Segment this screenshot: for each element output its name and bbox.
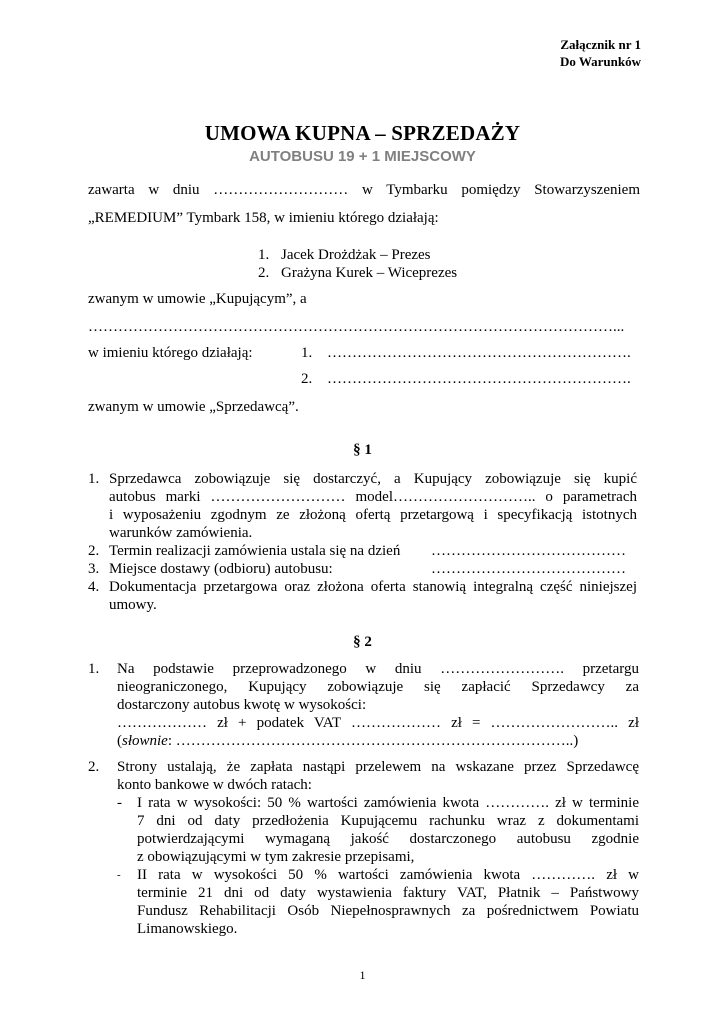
section-2-item-2-line-2: konto bankowe w dwóch ratach:	[117, 777, 312, 793]
seller-line: ……………………………………………………………………………………………...	[88, 319, 625, 335]
section-1-item-4-line-2: umowy.	[109, 597, 157, 613]
intro-line-2: „REMEDIUM” Tymbark 158, w imieniu którego działają:	[88, 210, 439, 226]
rate-2-marker: -	[117, 869, 121, 881]
words-fill: : ……………………………………………………………………..)	[167, 733, 579, 749]
buyer-rep-number-1: 1.	[258, 247, 270, 263]
document-title: UMOWA KUPNA – SPRZEDAŻY	[204, 121, 521, 145]
buyer-rep-2: Grażyna Kurek – Wiceprezes	[281, 265, 458, 281]
annex-line-1: Załącznik nr 1	[560, 37, 641, 52]
section-1-heading: § 1	[353, 442, 372, 458]
section-2-item-number: 2.	[88, 759, 100, 775]
annex-label	[560, 36, 641, 70]
buyer-rep-1: Jacek Drożdżak – Prezes	[281, 247, 431, 263]
rate-2-line-4: Limanowskiego.	[137, 921, 238, 937]
document-subtitle: AUTOBUSU 19 + 1 MIEJSCOWY	[249, 148, 476, 165]
section-1-item-number: 2.	[88, 543, 100, 559]
section-1-item-1-line-4: warunków zamówienia.	[109, 525, 253, 541]
seller-rep-number-2: 2.	[301, 371, 313, 387]
rate-1-line-4: z obowiązującymi w tym zakresie przepisami,	[137, 849, 415, 865]
section-1-item-3-text: Miejsce dostawy (odbioru) autobusu:	[109, 561, 333, 577]
words-label: słownie	[122, 733, 168, 749]
section-2-item-1-line-2: nieograniczonego, Kupujący zobowiązuje się zapłacić Sprzedawcy za	[117, 679, 639, 695]
seller-rep-1: …………………………………………………….	[327, 345, 631, 361]
annex-line-2: Do Warunków	[559, 54, 641, 69]
section-1-item-number: 3.	[88, 561, 100, 577]
section-2-item-number: 1.	[88, 661, 100, 677]
section-2-item-1-line-1: Na podstawie przeprowadzonego w dniu ……………………. przetargu	[117, 661, 639, 677]
seller-reps-label: w imieniu którego działają:	[88, 345, 253, 361]
section-2-item-1-line-3: dostarczony autobus kwotę w wysokości:	[117, 697, 367, 713]
rate-1-line-2: 7 dni od daty przedłożenia Kupującemu rachunku wraz z dokumentami	[137, 813, 639, 829]
rate-1-line-1: I rata w wysokości: 50 % wartości zamówienia kwota …………. zł w terminie	[137, 795, 639, 811]
rate-1-line-3: potwierdzającymi wymaganą jakość dostarczonego autobusu zgodnie	[137, 831, 639, 847]
rate-2-line-3: Fundusz Rehabilitacji Osób Niepełnosprawnych za pośrednictwem Powiatu	[137, 903, 639, 919]
section-1-item-1-line-3: i wyposażeniu zgodnym ze złożoną ofertą przetargową i specyfikacją istotnych	[109, 507, 637, 523]
section-1-item-2-text: Termin realizacji zamówienia ustala się na dzień	[109, 543, 401, 559]
rate-2-line-2: terminie 21 dni od daty wystawienia faktury VAT, Płatnik – Państwowy	[137, 885, 639, 901]
rate-2-line-1: II rata w wysokości 50 % wartości zamówienia kwota …………. zł w	[137, 867, 639, 883]
section-1-item-3-fill: …………………………………	[431, 561, 626, 577]
amount-in-words	[117, 732, 578, 751]
intro-line-1: zawarta w dniu ……………………… w Tymbarku pomiędzy Stowarzyszeniem	[88, 182, 640, 198]
section-2-heading: § 2	[353, 634, 372, 650]
seller-defined: zwanym w umowie „Sprzedawcą”.	[88, 399, 299, 415]
section-1-item-1-line-2: autobus marki ……………………… model……………………….. o parametrach	[109, 489, 637, 505]
rate-1-marker: -	[117, 795, 122, 811]
section-1-item-2-fill: …………………………………	[431, 543, 626, 559]
buyer-rep-number-2: 2.	[258, 265, 270, 281]
words-prefix: (	[117, 733, 122, 749]
page-number: 1	[359, 968, 366, 982]
section-1-item-1-line-1: Sprzedawca zobowiązuje się dostarczyć, a Kupujący zobowiązuje się kupić	[109, 471, 637, 487]
section-2-item-1-line-4: ……………… zł + podatek VAT ……………… zł = …………………….. zł	[117, 715, 639, 731]
seller-rep-2: …………………………………………………….	[327, 371, 631, 387]
buyer-defined: zwanym w umowie „Kupującym”, a	[88, 291, 307, 307]
section-1-item-4-line-1: Dokumentacja przetargowa oraz złożona oferta stanowią integralną część niniejszej	[109, 579, 637, 595]
section-2-item-2-line-1: Strony ustalają, że zapłata nastąpi przelewem na wskazane przez Sprzedawcę	[117, 759, 639, 775]
section-1-item-number: 4.	[88, 579, 100, 595]
seller-rep-number-1: 1.	[301, 345, 313, 361]
section-1-item-number: 1.	[88, 471, 100, 487]
